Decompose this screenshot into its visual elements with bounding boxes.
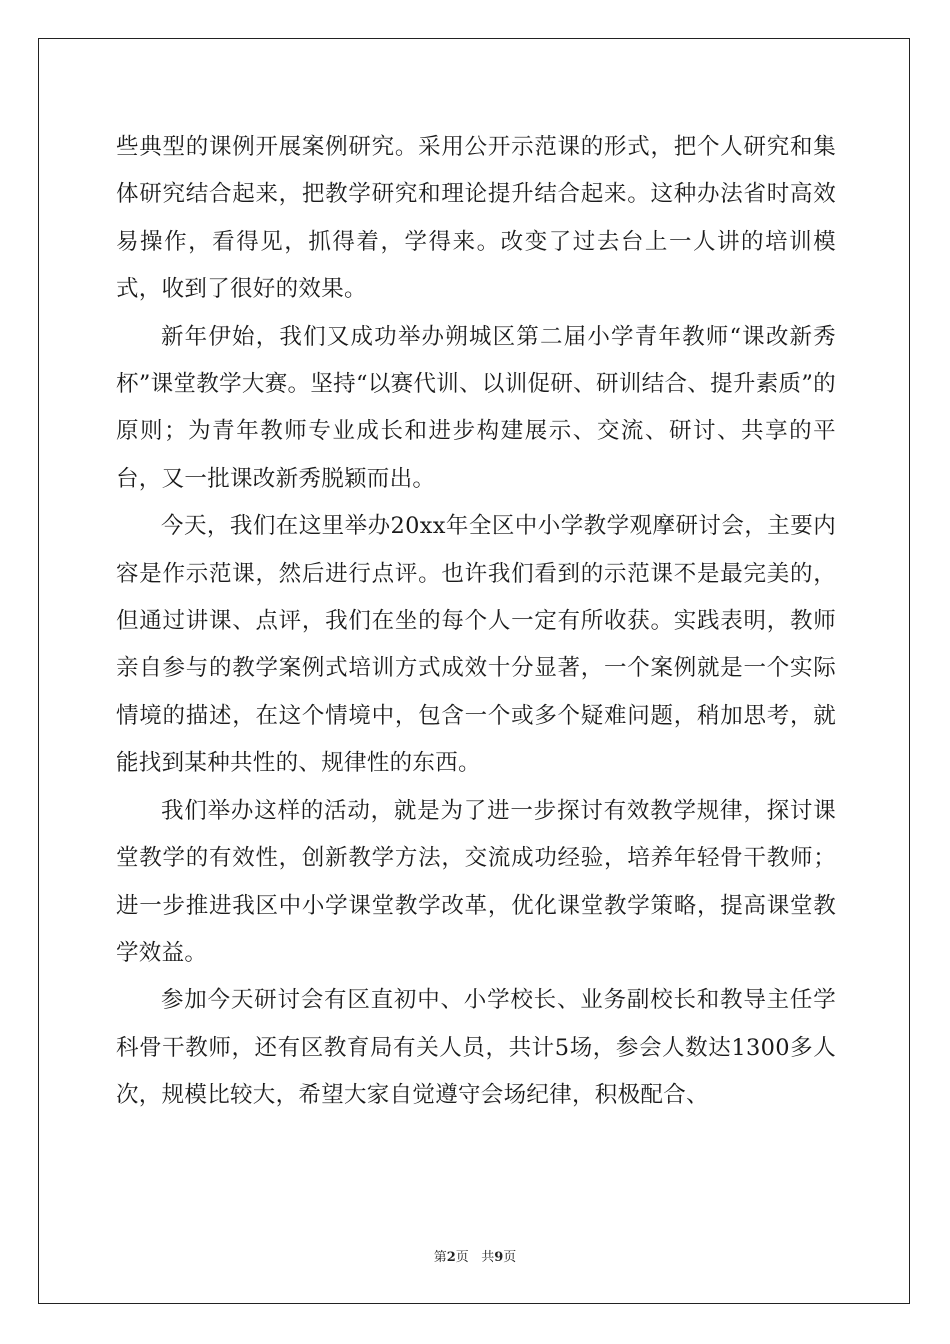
page-footer	[0, 1246, 950, 1265]
current-page-number: 2	[446, 1250, 456, 1265]
footer-suffix: 页	[503, 1250, 517, 1265]
footer-prefix: 第	[433, 1250, 447, 1265]
total-page-number: 9	[494, 1250, 504, 1265]
paragraph-2: 新年伊始，我们又成功举办朔城区第二届小学青年教师“课改新秀杯”课堂教学大赛。坚持“以赛代训、以训促研、研训结合、提升素质”的原则；为青年教师专业成长和进步构建展示、交流、研讨、共享的平台，又一批课改新秀脱颖而出。	[116, 323, 836, 492]
paragraph-1: 些典型的课例开展案例研究。采用公开示范课的形式，把个人研究和集体研究结合起来，把教学研究和理论提升结合起来。这种办法省时高效易操作，看得见，抓得着，学得来。改变了过去台上一人讲的培训模式，收到了很好的效果。	[116, 134, 836, 303]
paragraph-3: 今天，我们在这里举办20xx年全区中小学教学观摩研讨会，主要内容是作示范课，然后进行点评。也许我们看到的示范课不是最完美的，但通过讲课、点评，我们在坐的每个人一定有所收获。实践表明，教师亲自参与的教学案例式培训方式成效十分显著，一个案例就是一个实际情境的描述，在这个情境中，包含一个或多个疑难问题，稍加思考，就能找到某种共性的、规律性的东西。	[116, 513, 836, 777]
paragraph-4: 我们举办这样的活动，就是为了进一步探讨有效教学规律，探讨课堂教学的有效性，创新教学方法，交流成功经验，培养年轻骨干教师；进一步推进我区中小学课堂教学改革，优化课堂教学策略，提高课堂教学效益。	[116, 797, 836, 966]
footer-middle: 页 共	[455, 1250, 495, 1265]
paragraph-5: 参加今天研讨会有区直初中、小学校长、业务副校长和教导主任学科骨干教师，还有区教育局有关人员，共计5场，参会人数达1300多人次，规模比较大，希望大家自觉遵守会场纪律，积极配合、	[116, 987, 836, 1109]
document-body	[116, 124, 836, 1120]
